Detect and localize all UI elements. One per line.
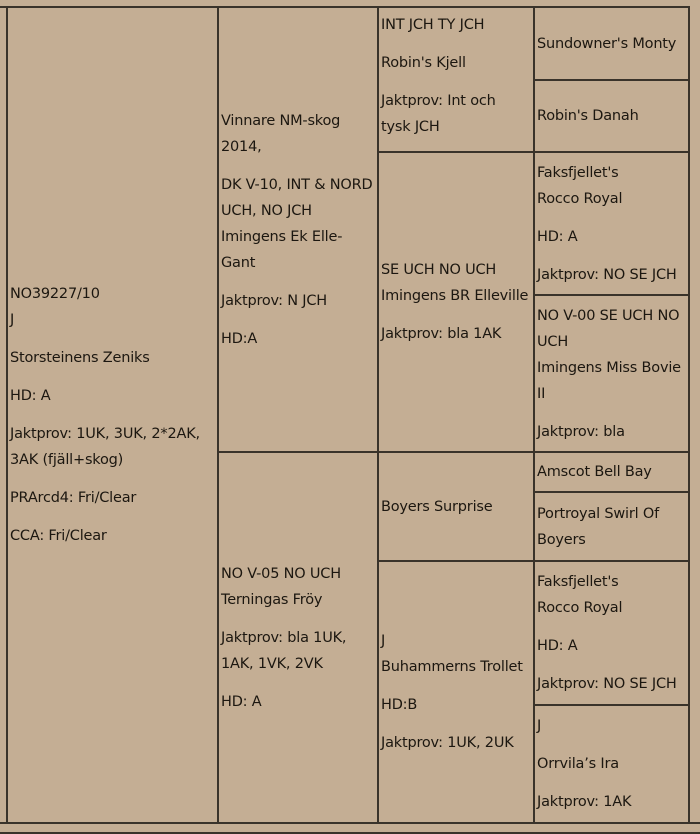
dam-sire-cell — [377, 451, 535, 562]
sds-name-2: Rocco Royal — [537, 190, 623, 207]
sire-hd: HD:A — [221, 330, 258, 347]
dog-reg: NO39227/10 — [10, 286, 100, 302]
dam-hd: HD: A — [221, 693, 262, 710]
sss-name: Sundowner's Monty — [537, 35, 677, 52]
sire-title-2: 2014, — [221, 138, 262, 155]
sdd-trial: Jaktprov: bla — [537, 423, 625, 440]
dd-prefix: J — [381, 633, 386, 649]
sds-trial: Jaktprov: NO SE JCH — [537, 266, 677, 283]
dds-name-1: Faksfjellet's — [537, 574, 619, 590]
ddd-name: Orrvila’s Ira — [537, 756, 619, 772]
sire-title-1: Vinnare NM-skog — [221, 112, 341, 129]
dog-name: Storsteinens Zeniks — [10, 350, 150, 366]
dss-name: Amscot Bell Bay — [537, 464, 652, 480]
ds-name: Boyers Surprise — [381, 498, 493, 515]
dam-name: Terningas Fröy — [221, 591, 323, 608]
dds-name-2: Rocco Royal — [537, 600, 623, 616]
sdd-titles-2: UCH — [537, 333, 569, 350]
sds-name-1: Faksfjellet's — [537, 164, 619, 181]
sire-trial: Jaktprov: N JCH — [221, 292, 328, 309]
sd-name: Imingens BR Elleville — [381, 288, 529, 304]
ds-dam-cell — [533, 491, 690, 562]
dog-pra: PRArcd4: Fri/Clear — [10, 490, 137, 506]
dsd-name-1: Portroyal Swirl Of — [537, 505, 659, 522]
sdd-name-1: Imingens Miss Bovie — [537, 359, 681, 376]
sdd-name-2: II — [537, 385, 546, 402]
dog-trial-2: 3AK (fjäll+skog) — [10, 452, 124, 468]
dam-titles: NO V-05 NO UCH — [221, 565, 341, 582]
sd-sire-cell — [533, 151, 690, 296]
dd-trial: Jaktprov: 1UK, 2UK — [381, 735, 514, 751]
ss-dam-cell — [533, 79, 690, 153]
dam-trial-2: 1AK, 1VK, 2VK — [221, 655, 323, 672]
sd-titles: SE UCH NO UCH — [381, 262, 497, 278]
sire-titles-2: UCH, NO JCH — [221, 202, 312, 219]
ss-titles: INT JCH TY JCH — [381, 17, 485, 33]
ss-trial-1: Jaktprov: Int och — [381, 93, 496, 109]
dam-dam-cell — [377, 560, 535, 824]
dog-cell — [6, 6, 219, 824]
sdd-titles-1: NO V-00 SE UCH NO — [537, 307, 680, 324]
dd-dam-cell — [533, 704, 690, 824]
ss-name: Robin's Kjell — [381, 55, 466, 71]
sd-dam-cell — [533, 294, 690, 453]
ssd-name: Robin's Danah — [537, 108, 639, 124]
dog-hd: HD: A — [10, 388, 51, 404]
dd-sire-cell — [533, 560, 690, 706]
dds-trial: Jaktprov: NO SE JCH — [537, 676, 677, 692]
dog-cca: CCA: Fri/Clear — [10, 528, 107, 544]
sds-hd: HD: A — [537, 228, 578, 245]
sd-trial: Jaktprov: bla 1AK — [381, 326, 502, 342]
dd-name: Buhammerns Trollet — [381, 659, 523, 675]
dog-prefix: J — [10, 312, 15, 328]
ss-sire-cell — [533, 6, 690, 81]
ddd-trial: Jaktprov: 1AK — [537, 794, 632, 810]
sire-titles-1: DK V-10, INT & NORD — [221, 176, 373, 193]
ds-sire-cell — [533, 451, 690, 493]
dd-hd: HD:B — [381, 697, 418, 713]
dsd-name-2: Boyers — [537, 531, 586, 548]
dds-hd: HD: A — [537, 638, 578, 654]
sire-cell — [217, 6, 379, 453]
dam-trial-1: Jaktprov: bla 1UK, — [221, 629, 347, 646]
sire-name-1: Imingens Ek Elle- — [221, 228, 343, 245]
ss-trial-2: tysk JCH — [381, 119, 440, 135]
ddd-prefix: J — [537, 718, 542, 734]
sire-sire-cell — [377, 6, 535, 153]
dog-trial-1: Jaktprov: 1UK, 3UK, 2*2AK, — [10, 426, 200, 442]
dam-cell — [217, 451, 379, 824]
sire-dam-cell — [377, 151, 535, 453]
sire-name-2: Gant — [221, 254, 256, 271]
